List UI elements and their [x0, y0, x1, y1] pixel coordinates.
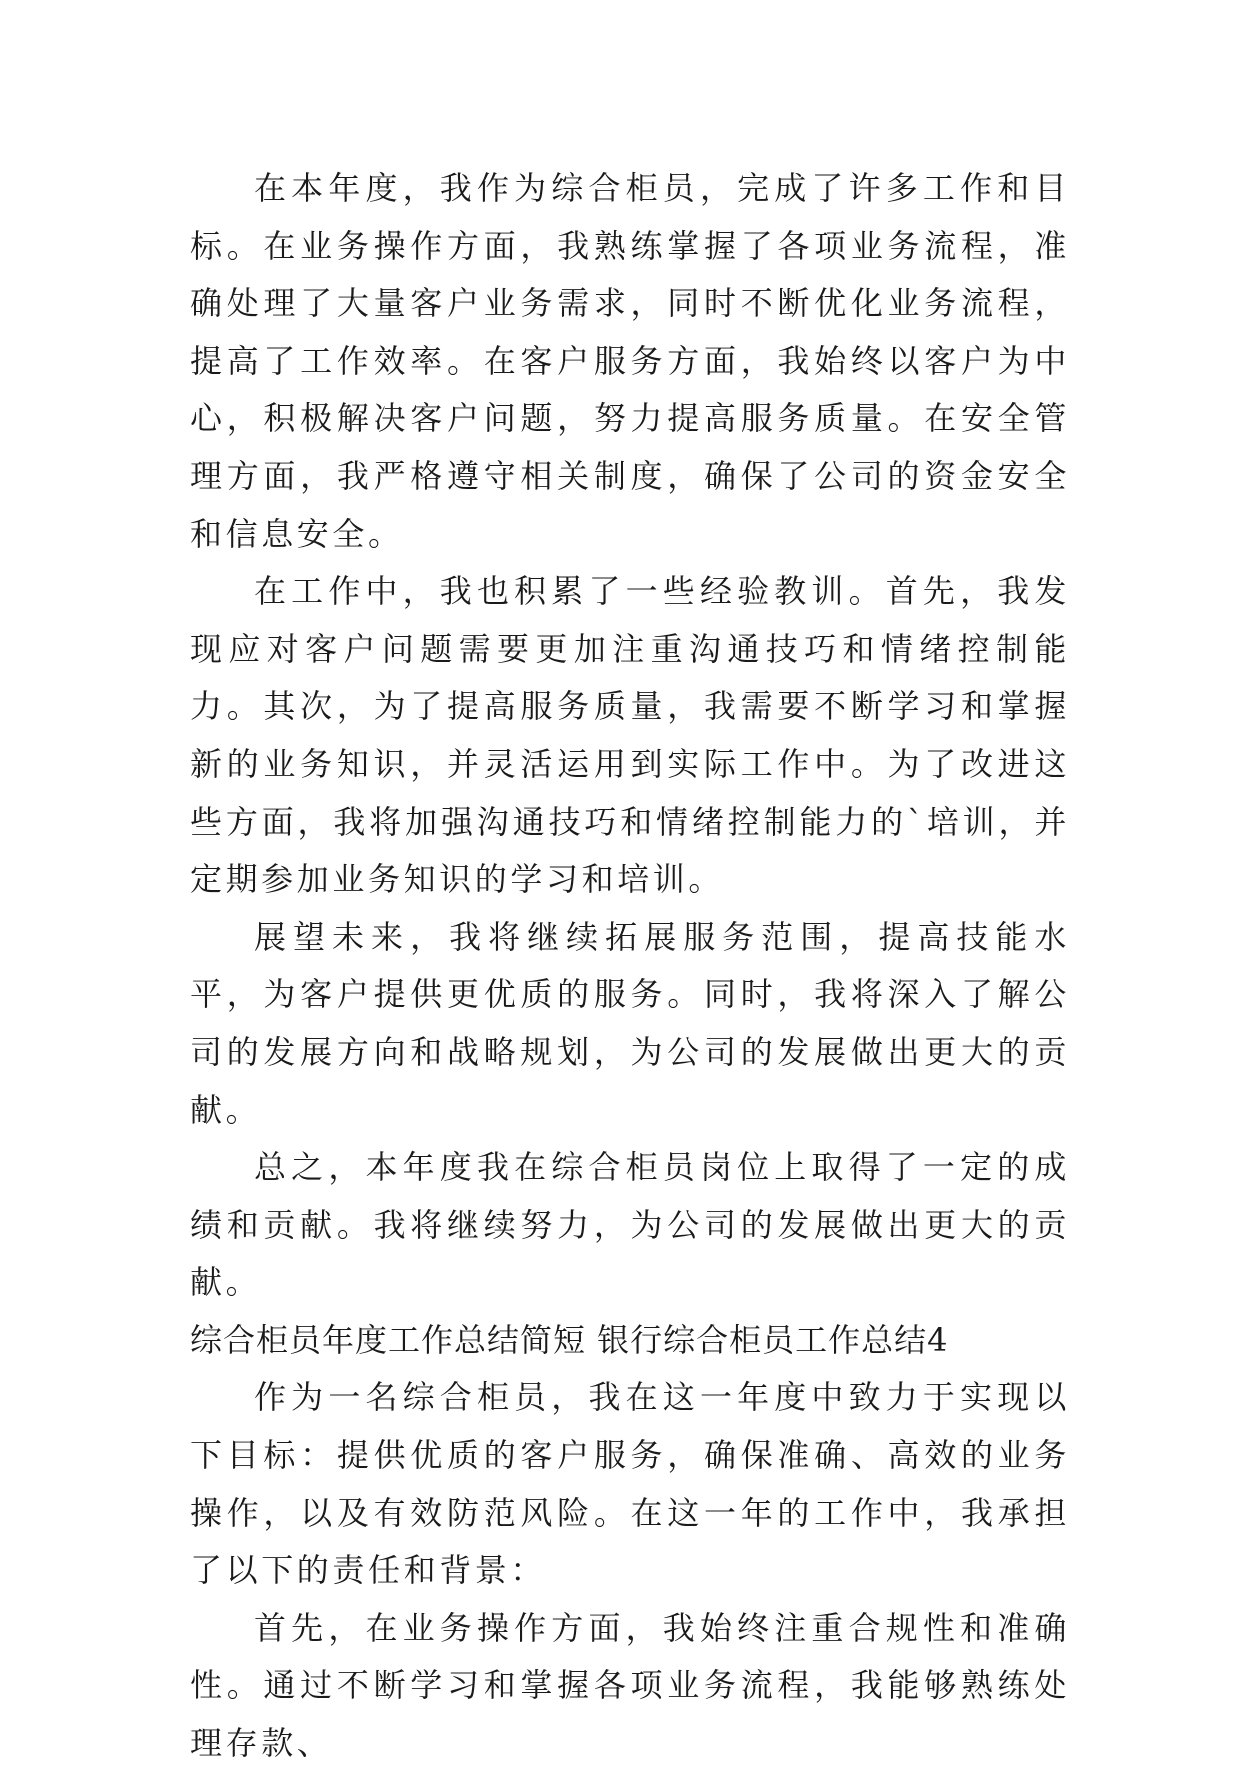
paragraph-2: 在工作中，我也积累了一些经验教训。首先，我发现应对客户问题需要更加注重沟通技巧和情绪控制能力。其次，为了提高服务质量，我需要不断学习和掌握新的业务知识，并灵活运用到实际工作中。为了改进这些方面，我将加强沟通技巧和情绪控制能力的`培训，并定期参加业务知识的学习和培训。: [190, 572, 1070, 899]
section-heading: 综合柜员年度工作总结简短 银行综合柜员工作总结4: [190, 1320, 949, 1359]
paragraph-4: 总之，本年度我在综合柜员岗位上取得了一定的成绩和贡献。我将继续努力，为公司的发展做出更大的贡献。: [190, 1148, 1070, 1302]
paragraph-1: 在本年度，我作为综合柜员，完成了许多工作和目标。在业务操作方面，我熟练掌握了各项业务流程，准确处理了大量客户业务需求，同时不断优化业务流程，提高了工作效率。在客户服务方面，我始终以客户为中心，积极解决客户问题，努力提高服务质量。在安全管理方面，我严格遵守相关制度，确保了公司的资金安全和信息安全。: [190, 169, 1070, 553]
document-body: [190, 160, 1070, 1773]
section-paragraph-2: 首先，在业务操作方面，我始终注重合规性和准确性。通过不断学习和掌握各项业务流程，我能够熟练处理存款、: [190, 1608, 1070, 1763]
paragraph-3: 展望未来，我将继续拓展服务范围，提高技能水平，为客户提供更优质的服务。同时，我将深入了解公司的发展方向和战略规划，为公司的发展做出更大的贡献。: [190, 917, 1070, 1129]
section-paragraph-1: 作为一名综合柜员，我在这一年度中致力于实现以下目标：提供优质的客户服务，确保准确、高效的业务操作，以及有效防范风险。在这一年的工作中，我承担了以下的责任和背景：: [190, 1378, 1070, 1590]
